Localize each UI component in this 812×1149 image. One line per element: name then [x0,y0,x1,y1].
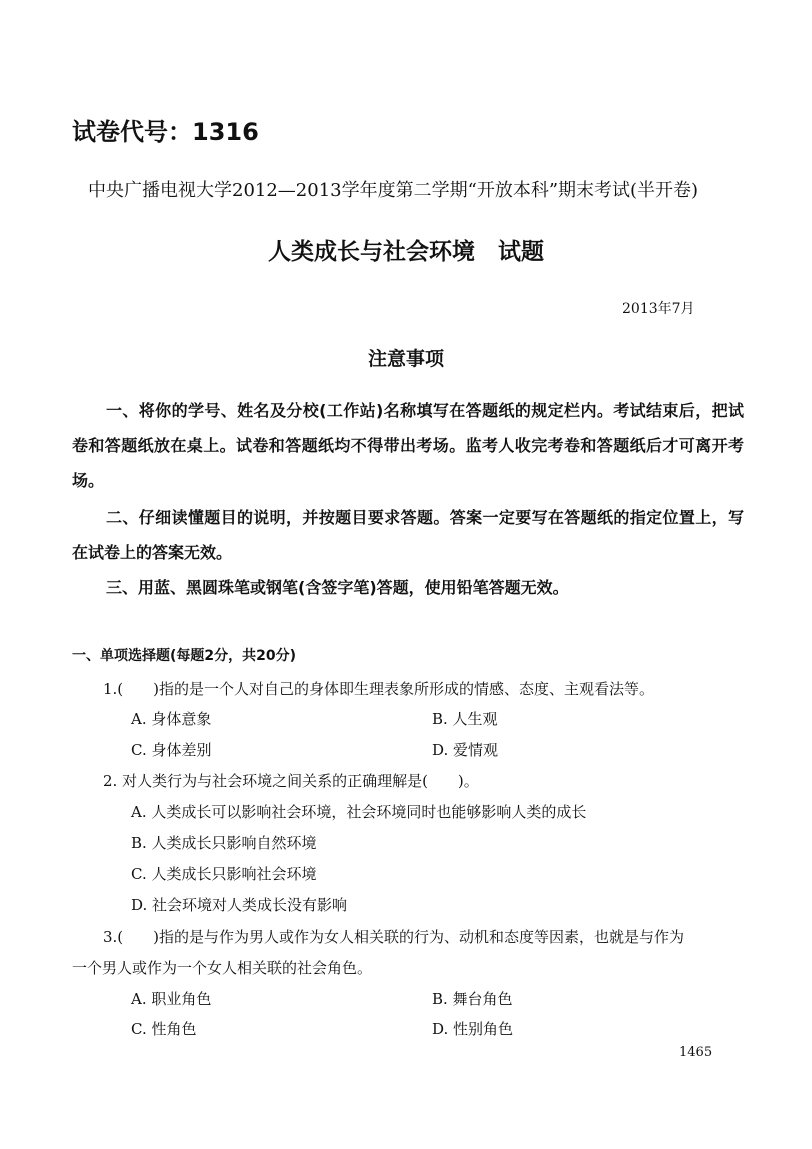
exam-title: 人类成长与社会环境 试题 [268,239,544,265]
question-2-stem: 2. 对人类行为与社会环境之间关系的正确理解是( )。 [103,772,479,790]
notice-item-2: 二、仔细读懂题目的说明，并按题目要求答题。答案一定要写在答题纸的指定位置上，写在试卷上的答案无效。 [72,508,744,562]
page-number: 1465 [679,1045,713,1060]
notice-item-3: 三、用蓝、黑圆珠笔或钢笔(含签字笔)答题，使用铅笔答题无效。 [106,578,569,597]
q2-option-d: D. 社会环境对人类成长没有影响 [131,896,348,914]
q3-option-a: A. 职业角色 [131,990,212,1008]
notice-title: 注意事项 [367,348,444,370]
q2-option-a: A. 人类成长可以影响社会环境，社会环境同时也能够影响人类的成长 [131,803,587,821]
section-heading: 一、单项选择题(每题2分，共20分) [72,648,297,664]
q1-option-d: D. 爱情观 [432,741,499,759]
q1-option-a: A. 身体意象 [131,710,212,728]
q2-option-c: C. 人类成长只影响社会环境 [131,865,317,883]
question-3-stem-line1: 3.( )指的是与作为男人或作为女人相关联的行为、动机和态度等因素，也就是与作为 [103,928,685,946]
notice-item-1: 一、将你的学号、姓名及分校(工作站)名称填写在答题纸的规定栏内。考试结束后，把试卷和答题纸放在桌上。试卷和答题纸均不得带出考场。监考人收完考卷和答题纸后才可离开考场。 [72,401,744,490]
q1-option-c: C. 身体差别 [131,741,212,759]
q1-option-b: B. 人生观 [432,710,498,728]
exam-date: 2013年7月 [622,301,695,317]
q2-option-b: B. 人类成长只影响自然环境 [131,834,317,852]
question-1-stem: 1.( )指的是一个人对自己的身体即生理表象所形成的情感、态度、主观看法等。 [103,680,655,698]
q3-option-c: C. 性角色 [131,1020,197,1038]
question-3-stem-line2: 一个男人或作为一个女人相关联的社会角色。 [72,959,373,977]
exam-code: 试卷代号：1316 [72,118,259,146]
school-line: 中央广播电视大学2012—2013学年度第二学期“开放本科”期末考试(半开卷) [88,180,699,201]
q3-option-b: B. 舞台角色 [432,990,513,1008]
q3-option-d: D. 性别角色 [432,1020,514,1038]
